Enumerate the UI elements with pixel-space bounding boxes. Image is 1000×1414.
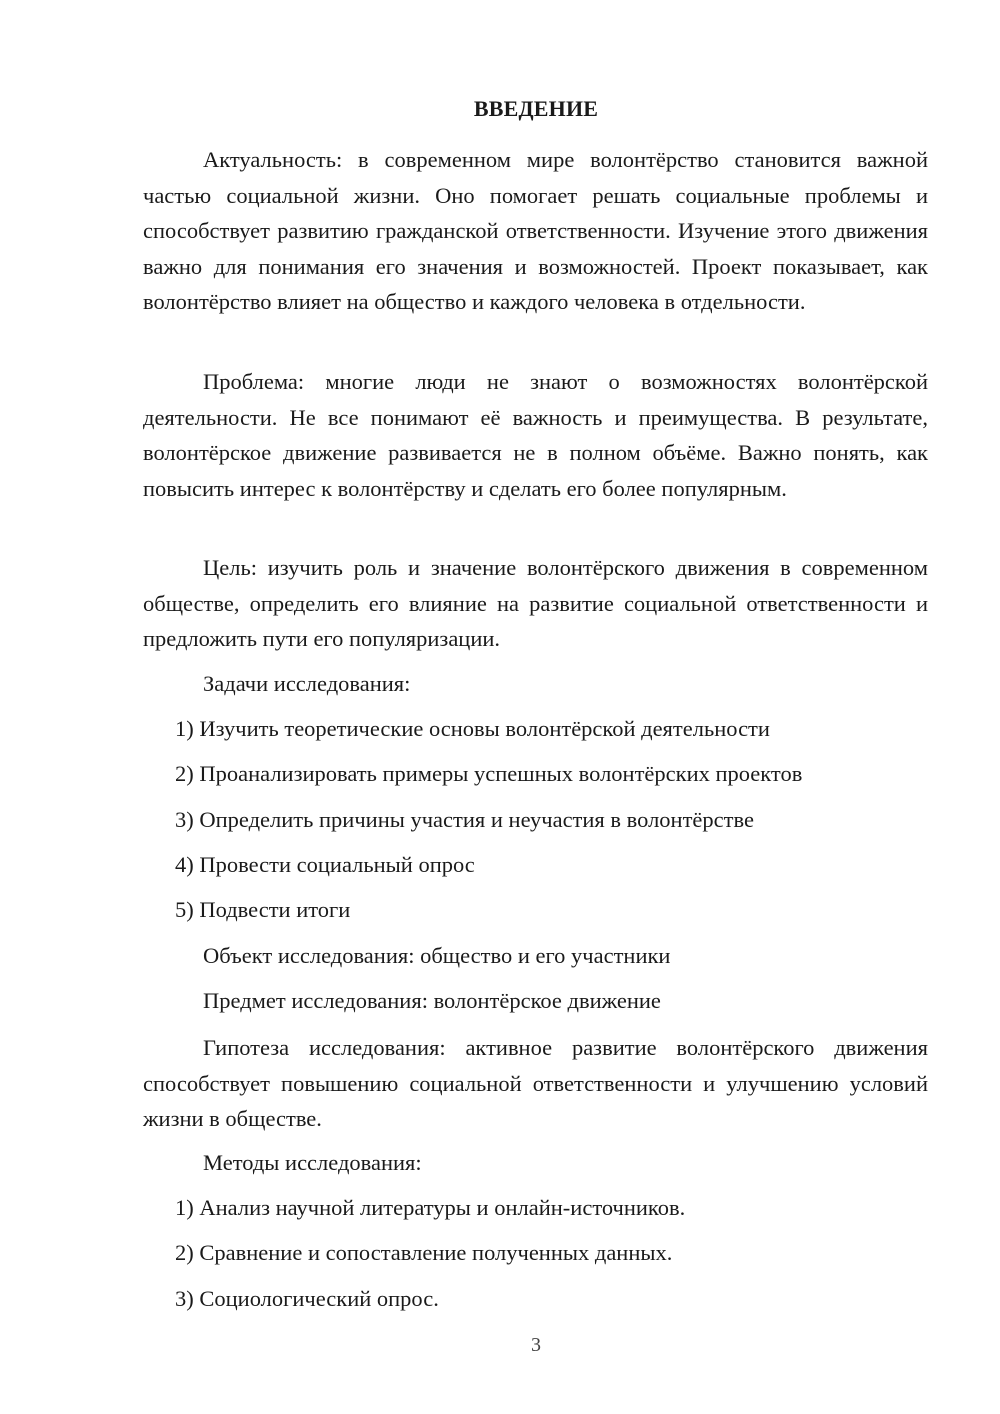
page-number: 3 bbox=[531, 1334, 541, 1356]
relevance-paragraph: Актуальность: в современном мире волонтёрство становится важной частью социальной жизни. Оно помогает решать социальные проблемы и способствует развитию гражданской ответственности. Изучение этого движения важно для понимания его значения и возможностей. Проект показывает, как волонтёрство влияет на общество и каждого человека в отдельности. bbox=[143, 147, 928, 314]
method-item-2: 2) Сравнение и сопоставление полученных данных. bbox=[175, 1240, 673, 1265]
task-item-1: 1) Изучить теоретические основы волонтёрской деятельности bbox=[175, 716, 770, 741]
goal-paragraph: Цель: изучить роль и значение волонтёрского движения в современном обществе, определить его влияние на развитие социальной ответственности и предложить пути его популяризации. bbox=[143, 555, 928, 651]
task-item-4: 4) Провести социальный опрос bbox=[175, 852, 475, 877]
hypothesis-paragraph: Гипотеза исследования: активное развитие волонтёрского движения способствует повышению социальной ответственности и улучшению условий жизни в обществе. bbox=[143, 1035, 928, 1131]
tasks-label: Задачи исследования: bbox=[203, 671, 411, 696]
problem-paragraph: Проблема: многие люди не знают о возможностях волонтёрской деятельности. Не все понимают её важность и преимущества. В результате, волонтёрское движение развивается не в полном объёме. Важно понять, как повысить интерес к волонтёрству и сделать его более популярным. bbox=[143, 369, 928, 501]
object-line: Объект исследования: общество и его участники bbox=[203, 943, 671, 968]
method-item-3: 3) Социологический опрос. bbox=[175, 1286, 439, 1311]
task-item-5: 5) Подвести итоги bbox=[175, 897, 351, 922]
task-item-3: 3) Определить причины участия и неучастия в волонтёрстве bbox=[175, 807, 754, 832]
subject-line: Предмет исследования: волонтёрское движение bbox=[203, 988, 661, 1013]
task-item-2: 2) Проанализировать примеры успешных волонтёрских проектов bbox=[175, 761, 803, 786]
section-heading: ВВЕДЕНИЕ bbox=[473, 96, 599, 121]
method-item-1: 1) Анализ научной литературы и онлайн-источников. bbox=[175, 1195, 686, 1220]
methods-label: Методы исследования: bbox=[203, 1150, 422, 1175]
